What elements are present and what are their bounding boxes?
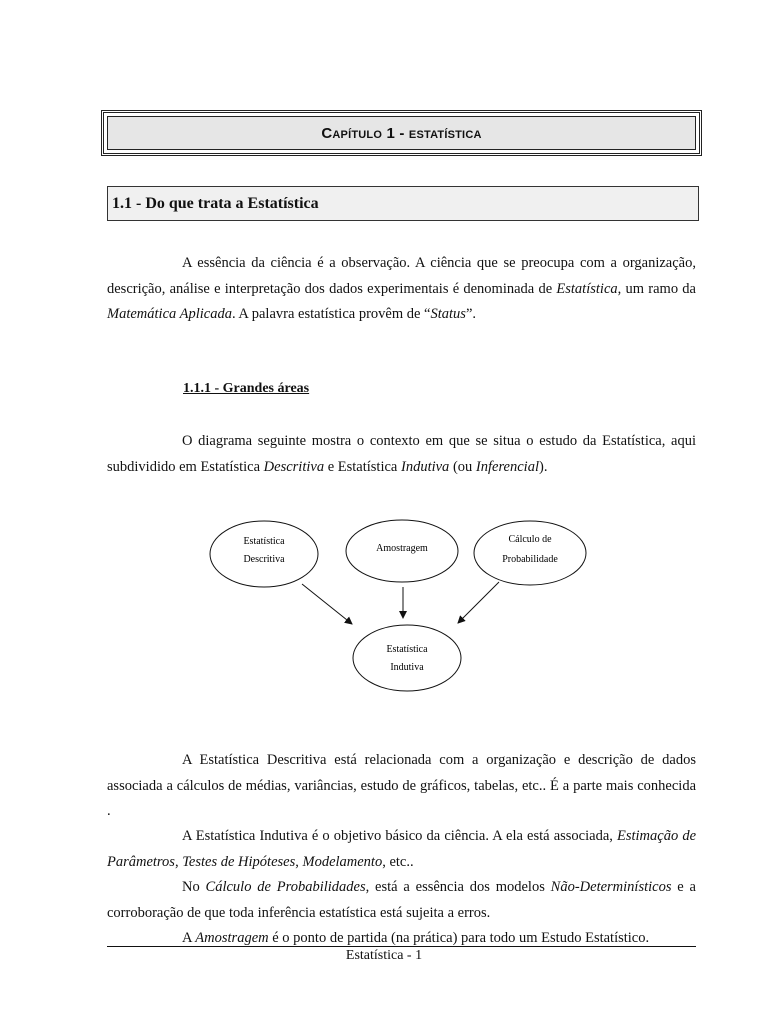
- probabilidade-label-line2: Probabilidade: [502, 554, 558, 565]
- text-run: , etc..: [382, 853, 414, 870]
- text-run: . A palavra estatística provêm de “: [231, 306, 431, 322]
- descritiva-label-line1: Estatística: [243, 536, 285, 547]
- text-run: , está a essência dos modelos: [365, 879, 551, 895]
- text-run: A Estatística Descritiva está relacionada com a organização e descrição de dados associada a cálculos de médias, variâncias, estudo de gráficos, tabelas, etc.. É a parte mais conhecida .: [107, 752, 696, 819]
- emphasis-run: Testes de Hipóteses: [182, 853, 296, 870]
- descritiva-paragraph: [107, 748, 696, 825]
- emphasis-run: Indutiva: [400, 458, 450, 475]
- indutiva-paragraph: [107, 824, 696, 875]
- chapter-header-box: [101, 110, 702, 156]
- text-run: A: [182, 930, 196, 946]
- diagram-intro-paragraph: [107, 429, 696, 480]
- probabilidade-node: [474, 521, 586, 585]
- text-run: é o ponto de partida (na prática) para todo um Estudo Estatístico.: [268, 930, 650, 946]
- intro-paragraph: [107, 251, 696, 328]
- indutiva-node: [353, 625, 461, 691]
- indutiva-label-line1: Estatística: [386, 644, 428, 655]
- amostragem-label: Amostragem: [376, 543, 428, 554]
- text-run: A essência da ciência é a observação. A ciência que se preocupa com a organização, descrição, análise e interpretação dos dados experimentais é denominada de: [107, 255, 696, 297]
- emphasis-run: Amostragem: [195, 930, 269, 946]
- text-run: A Estatística Indutiva é o objetivo básico da ciência. A ela está associada,: [182, 828, 617, 844]
- arrow-probabilidade-to-indutiva: [458, 582, 499, 623]
- statistics-areas-diagram: [200, 510, 600, 700]
- footer-rule: [107, 946, 696, 947]
- text-run: No: [182, 879, 206, 895]
- text-run: O diagrama seguinte mostra o contexto em que se situa o estudo da Estatística, aqui subdividido em Estatística: [107, 433, 696, 475]
- emphasis-run: Não-Determinísticos: [550, 879, 672, 895]
- page-footer: Estatística - 1: [345, 948, 423, 963]
- emphasis-run: Estimação de Parâmetros: [107, 828, 696, 870]
- text-run: e a corroboração de que toda inferência estatística está sujeita a erros.: [107, 879, 696, 921]
- text-run: e Estatística: [324, 458, 401, 475]
- emphasis-run: Matemática Aplicada: [107, 306, 232, 322]
- chapter-header-inner: [107, 116, 696, 150]
- descritiva-label-line2: Descritiva: [243, 554, 285, 565]
- text-run: ,: [174, 853, 183, 870]
- probabilidade-label-line1: Cálculo de: [508, 534, 552, 545]
- emphasis-run: Cálculo de Probabilidades: [205, 879, 366, 895]
- text-run: ).: [538, 458, 548, 475]
- emphasis-run: Status: [430, 306, 466, 322]
- text-run: ”.: [465, 306, 476, 322]
- arrow-descritiva-to-indutiva: [302, 584, 352, 624]
- chapter-title: Capítulo 1 - estatística: [321, 124, 482, 142]
- subsection-title: 1.1.1 - Grandes áreas: [183, 381, 310, 396]
- text-run: , um ramo da: [617, 280, 696, 297]
- probabilidades-paragraph: [107, 875, 696, 926]
- section-header-box: [107, 186, 699, 221]
- emphasis-run: Descritiva: [263, 458, 325, 475]
- indutiva-label-line2: Indutiva: [390, 662, 424, 673]
- text-run: ,: [295, 853, 303, 870]
- emphasis-run: Inferencial: [475, 458, 539, 475]
- emphasis-run: Modelamento: [302, 853, 383, 870]
- emphasis-run: Estatística: [556, 280, 618, 297]
- section-title: 1.1 - Do que trata a Estatística: [112, 194, 319, 212]
- text-run: (ou: [449, 458, 476, 475]
